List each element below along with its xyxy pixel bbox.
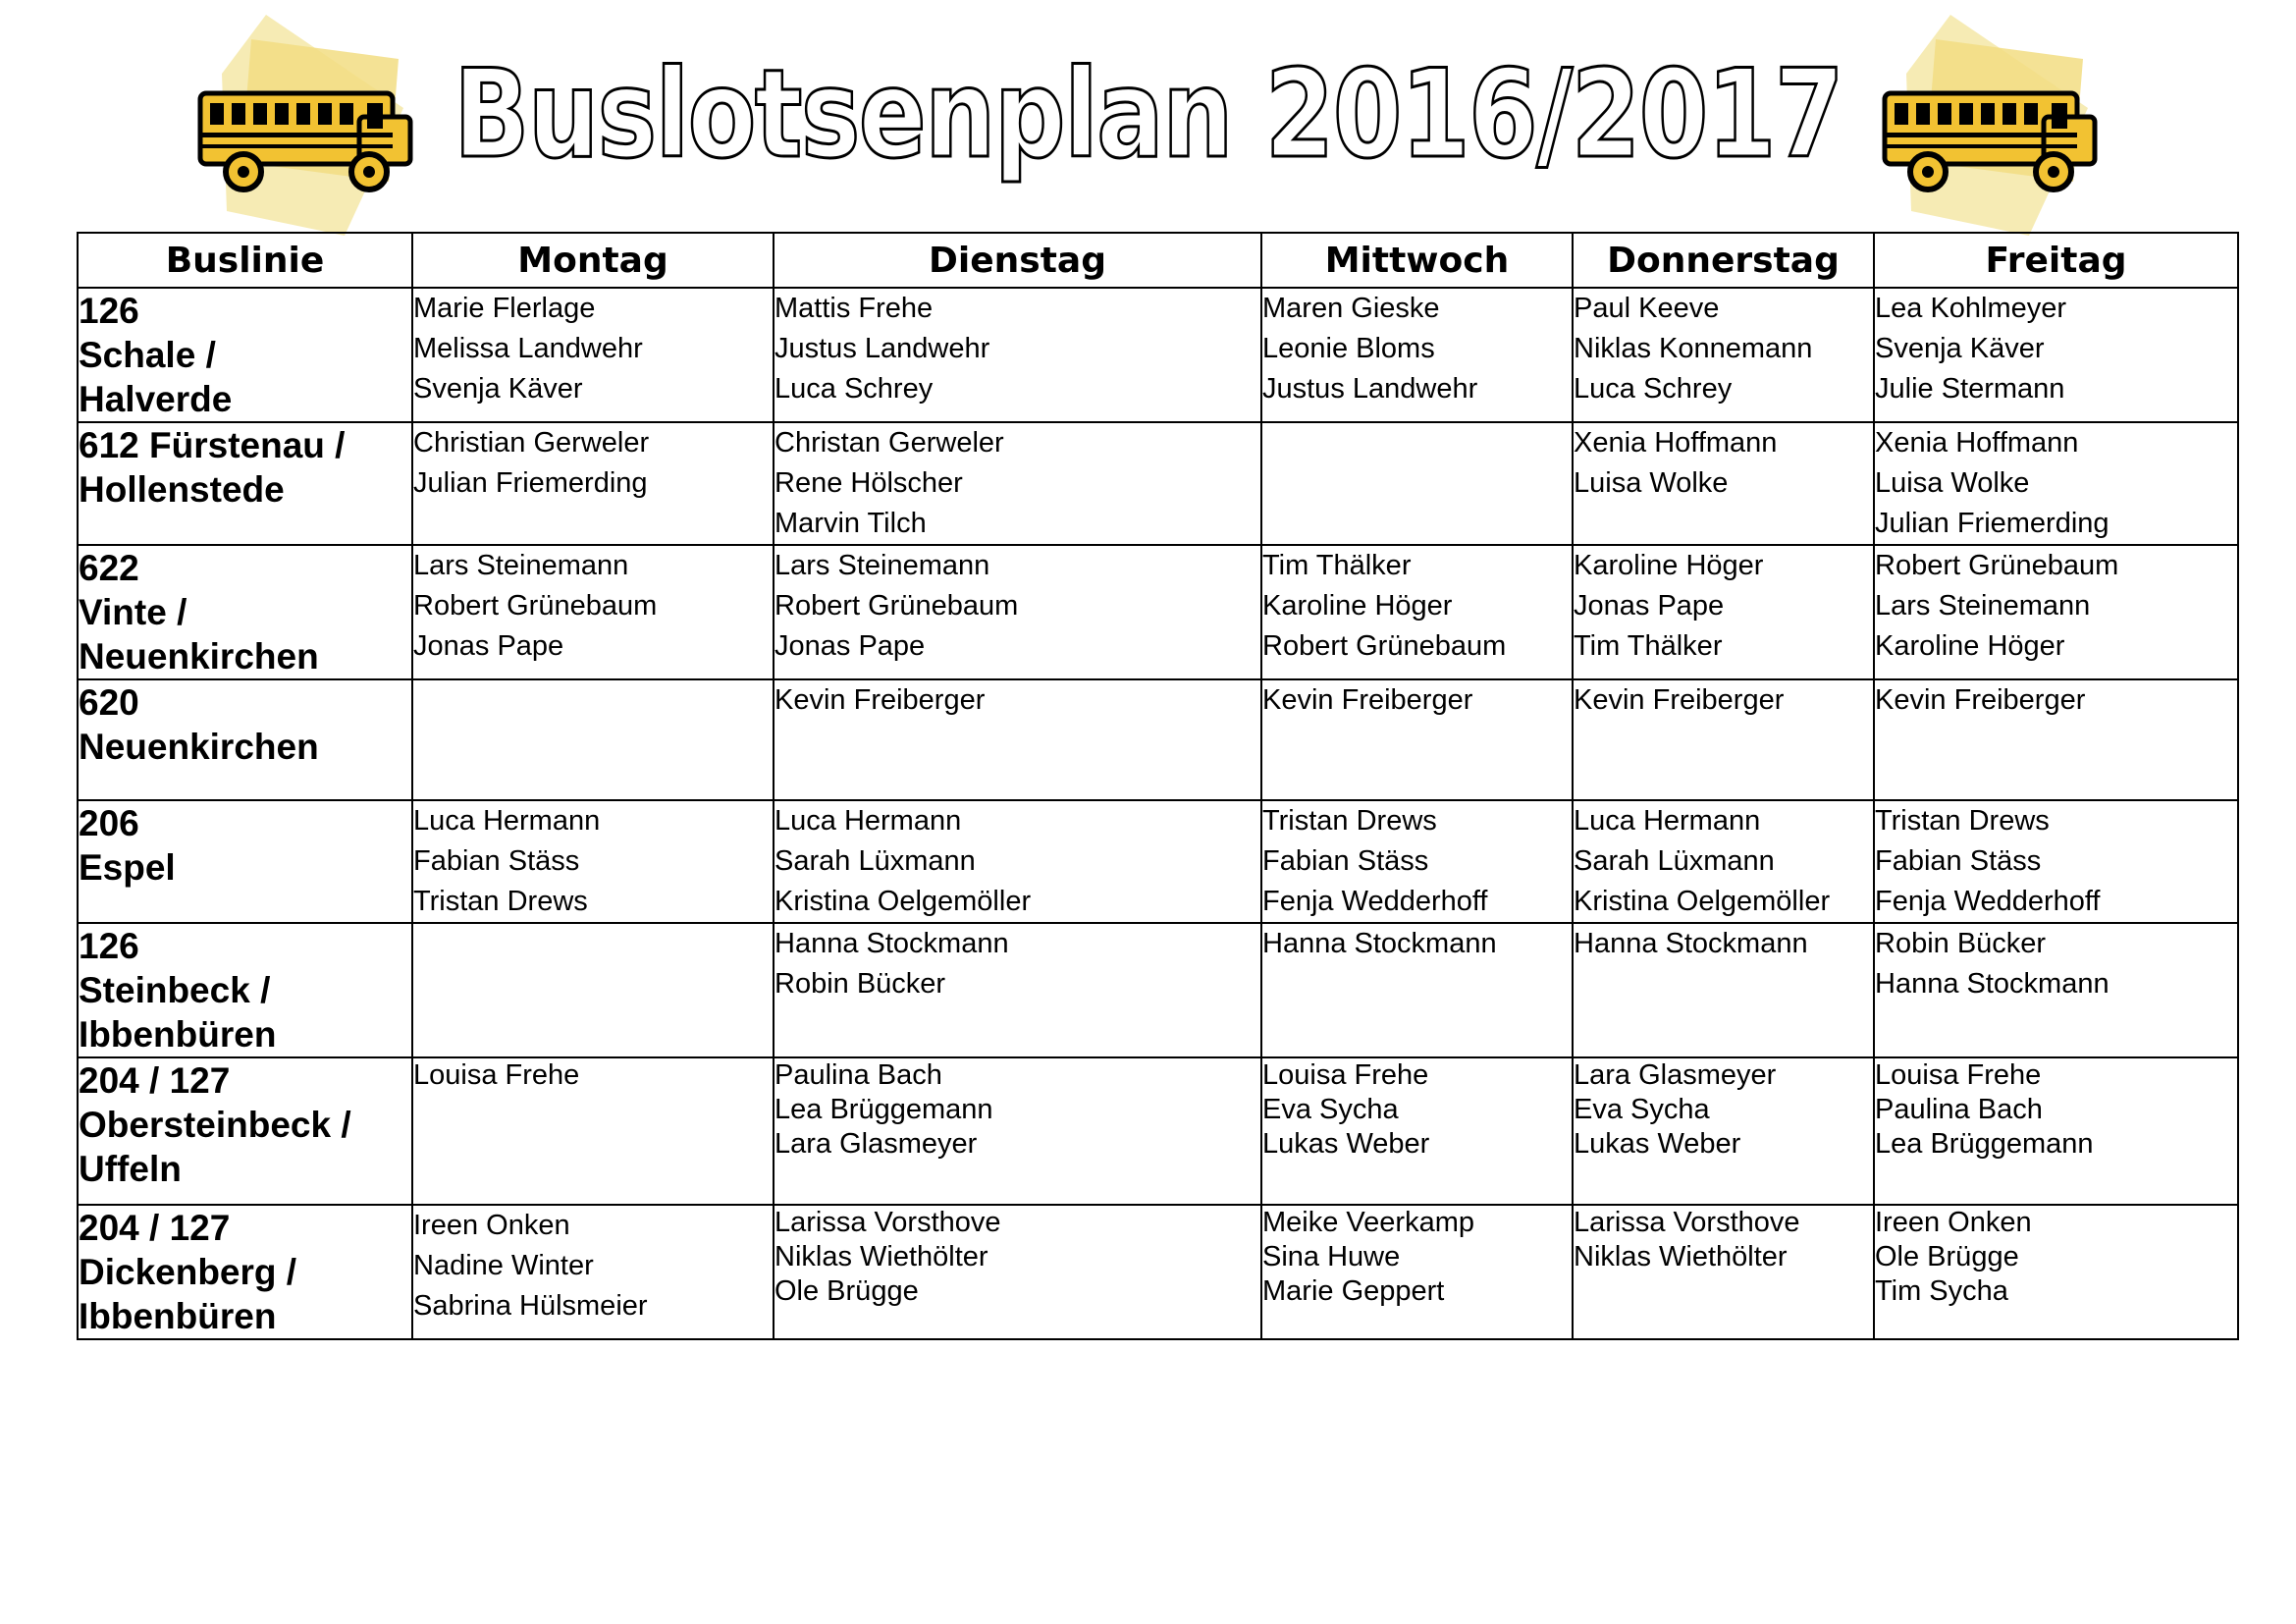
freitag-cell [1874, 422, 2238, 545]
header-dienstag: Dienstag [774, 233, 1261, 288]
person-name: Lars Steinemann [774, 550, 990, 581]
dienstag-cell [774, 679, 1261, 800]
mittwoch-cell [1261, 923, 1573, 1057]
person-name: Sarah Lüxmann [1574, 845, 1775, 877]
table-row [78, 1205, 2238, 1339]
dienstag-cell [774, 288, 1261, 422]
person-name: Leonie Bloms [1262, 333, 1435, 364]
mittwoch-cell [1261, 679, 1573, 800]
header-montag: Montag [412, 233, 774, 288]
person-name: Robert Grünebaum [413, 590, 658, 622]
person-name: Jonas Pape [413, 630, 564, 662]
header-freitag: Freitag [1874, 233, 2238, 288]
person-name: Luca Hermann [1574, 805, 1761, 837]
person-name: Robert Grünebaum [1262, 630, 1507, 662]
dienstag-cell [774, 422, 1261, 545]
dienstag-cell [774, 800, 1261, 923]
mittwoch-cell [1261, 545, 1573, 679]
person-name: Kevin Freiberger [1574, 684, 1785, 716]
donnerstag-cell [1573, 1057, 1874, 1205]
donnerstag-cell [1573, 923, 1874, 1057]
bus-line-cell: 204 / 127 Obersteinbeck / Uffeln [78, 1057, 412, 1205]
person-name: Fabian Stäss [1875, 845, 2042, 877]
person-name: Larissa Vorsthove [774, 1207, 1001, 1238]
person-name: Karoline Höger [1262, 590, 1453, 622]
bus-line-cell: 126 Schale / Halverde [78, 288, 412, 422]
montag-cell [412, 422, 774, 545]
header-donnerstag: Donnerstag [1573, 233, 1874, 288]
person-name: Kristina Oelgemöller [774, 886, 1032, 917]
table-row [78, 288, 2238, 422]
person-name: Lara Glasmeyer [774, 1128, 978, 1160]
person-name: Marie Flerlage [413, 293, 596, 324]
donnerstag-cell [1573, 288, 1874, 422]
table-row [78, 679, 2238, 800]
bus-line-cell: 206 Espel [78, 800, 412, 923]
person-name: Paulina Bach [1875, 1094, 2043, 1125]
freitag-cell [1874, 1205, 2238, 1339]
person-name: Nadine Winter [413, 1250, 594, 1281]
person-name: Xenia Hoffmann [1574, 427, 1778, 459]
person-name: Justus Landwehr [1262, 373, 1478, 405]
person-name: Kevin Freiberger [774, 684, 986, 716]
person-name: Justus Landwehr [774, 333, 990, 364]
mittwoch-cell [1261, 800, 1573, 923]
person-name: Louisa Frehe [1875, 1059, 2042, 1091]
person-name: Luca Schrey [774, 373, 934, 405]
table-row [78, 923, 2238, 1057]
person-name: Hanna Stockmann [1875, 968, 2109, 1000]
montag-cell [412, 800, 774, 923]
person-name: Robert Grünebaum [774, 590, 1019, 622]
table-row [78, 800, 2238, 923]
dienstag-cell [774, 545, 1261, 679]
person-name: Jonas Pape [1574, 590, 1725, 622]
bus-line-cell: 612 Fürstenau / Hollenstede [78, 422, 412, 545]
freitag-cell [1874, 679, 2238, 800]
person-name: Paul Keeve [1574, 293, 1720, 324]
person-name: Marvin Tilch [774, 508, 927, 539]
person-name: Luca Hermann [413, 805, 601, 837]
person-name: Ole Brügge [1875, 1241, 2019, 1272]
montag-cell [412, 679, 774, 800]
mittwoch-cell [1261, 422, 1573, 545]
person-name: Tristan Drews [413, 886, 588, 917]
header-mittwoch: Mittwoch [1261, 233, 1573, 288]
person-name: Hanna Stockmann [1574, 928, 1808, 959]
person-name: Lea Kohlmeyer [1875, 293, 2067, 324]
person-name: Paulina Bach [774, 1059, 942, 1091]
person-name: Eva Sycha [1574, 1094, 1710, 1125]
person-name: Sina Huwe [1262, 1241, 1401, 1272]
montag-cell [412, 288, 774, 422]
dienstag-cell [774, 1205, 1261, 1339]
montag-cell [412, 1205, 774, 1339]
person-name: Fabian Stäss [413, 845, 580, 877]
person-name: Lea Brüggemann [774, 1094, 993, 1125]
montag-cell [412, 545, 774, 679]
person-name: Marie Geppert [1262, 1275, 1445, 1307]
mittwoch-cell [1261, 288, 1573, 422]
person-name: Lara Glasmeyer [1574, 1059, 1777, 1091]
person-name: Luca Schrey [1574, 373, 1733, 405]
person-name: Xenia Hoffmann [1875, 427, 2079, 459]
person-name: Hanna Stockmann [1262, 928, 1497, 959]
person-name: Svenja Käver [413, 373, 583, 405]
table-row [78, 1057, 2238, 1205]
person-name: Tim Thälker [1574, 630, 1723, 662]
person-name: Ireen Onken [1875, 1207, 2032, 1238]
person-name: Meike Veerkamp [1262, 1207, 1474, 1238]
person-name: Julian Friemerding [413, 467, 648, 499]
person-name: Robin Bücker [774, 968, 946, 1000]
person-name: Ole Brügge [774, 1275, 919, 1307]
dienstag-cell [774, 1057, 1261, 1205]
mittwoch-cell [1261, 1057, 1573, 1205]
person-name: Louisa Frehe [413, 1059, 580, 1091]
person-name: Svenja Käver [1875, 333, 2045, 364]
montag-cell [412, 923, 774, 1057]
person-name: Tristan Drews [1262, 805, 1437, 837]
person-name: Louisa Frehe [1262, 1059, 1429, 1091]
table-row [78, 422, 2238, 545]
person-name: Fabian Stäss [1262, 845, 1429, 877]
freitag-cell [1874, 800, 2238, 923]
person-name: Larissa Vorsthove [1574, 1207, 1800, 1238]
person-name: Niklas Wiethölter [774, 1241, 988, 1272]
person-name: Karoline Höger [1875, 630, 2065, 662]
person-name: Robin Bücker [1875, 928, 2047, 959]
header-buslinie: Buslinie [78, 233, 412, 288]
person-name: Robert Grünebaum [1875, 550, 2119, 581]
person-name: Mattis Frehe [774, 293, 934, 324]
bus-line-cell: 620 Neuenkirchen [78, 679, 412, 800]
bus-schedule-table [77, 232, 2239, 1340]
person-name: Luca Hermann [774, 805, 962, 837]
header-row [78, 233, 2238, 288]
person-name: Luisa Wolke [1574, 467, 1729, 499]
person-name: Melissa Landwehr [413, 333, 643, 364]
donnerstag-cell [1573, 422, 1874, 545]
person-name: Jonas Pape [774, 630, 926, 662]
mittwoch-cell [1261, 1205, 1573, 1339]
bus-line-cell: 204 / 127 Dickenberg / Ibbenbüren [78, 1205, 412, 1339]
person-name: Karoline Höger [1574, 550, 1764, 581]
person-name: Christian Gerweler [413, 427, 650, 459]
person-name: Luisa Wolke [1875, 467, 2030, 499]
freitag-cell [1874, 545, 2238, 679]
person-name: Lars Steinemann [1875, 590, 2091, 622]
donnerstag-cell [1573, 545, 1874, 679]
person-name: Christan Gerweler [774, 427, 1004, 459]
person-name: Kristina Oelgemöller [1574, 886, 1831, 917]
freitag-cell [1874, 923, 2238, 1057]
donnerstag-cell [1573, 800, 1874, 923]
person-name: Lea Brüggemann [1875, 1128, 2094, 1160]
person-name: Tim Sycha [1875, 1275, 2008, 1307]
page-title: Buslotsenplan 2016/2017 [453, 44, 1843, 186]
montag-cell [412, 1057, 774, 1205]
person-name: Sarah Lüxmann [774, 845, 976, 877]
person-name: Fenja Wedderhoff [1875, 886, 2101, 917]
table-row [78, 545, 2238, 679]
person-name: Hanna Stockmann [774, 928, 1009, 959]
donnerstag-cell [1573, 679, 1874, 800]
bus-line-cell: 126 Steinbeck / Ibbenbüren [78, 923, 412, 1057]
bus-line-cell: 622 Vinte / Neuenkirchen [78, 545, 412, 679]
person-name: Julie Stermann [1875, 373, 2065, 405]
person-name: Lars Steinemann [413, 550, 629, 581]
person-name: Kevin Freiberger [1262, 684, 1473, 716]
person-name: Kevin Freiberger [1875, 684, 2086, 716]
person-name: Lukas Weber [1574, 1128, 1741, 1160]
freitag-cell [1874, 288, 2238, 422]
freitag-cell [1874, 1057, 2238, 1205]
dienstag-cell [774, 923, 1261, 1057]
person-name: Tim Thälker [1262, 550, 1412, 581]
donnerstag-cell [1573, 1205, 1874, 1339]
person-name: Lukas Weber [1262, 1128, 1430, 1160]
person-name: Niklas Wiethölter [1574, 1241, 1788, 1272]
person-name: Julian Friemerding [1875, 508, 2109, 539]
person-name: Ireen Onken [413, 1210, 570, 1241]
person-name: Niklas Konnemann [1574, 333, 1813, 364]
person-name: Rene Hölscher [774, 467, 963, 499]
person-name: Tristan Drews [1875, 805, 2050, 837]
person-name: Fenja Wedderhoff [1262, 886, 1488, 917]
person-name: Eva Sycha [1262, 1094, 1399, 1125]
person-name: Maren Gieske [1262, 293, 1440, 324]
person-name: Sabrina Hülsmeier [413, 1290, 648, 1322]
